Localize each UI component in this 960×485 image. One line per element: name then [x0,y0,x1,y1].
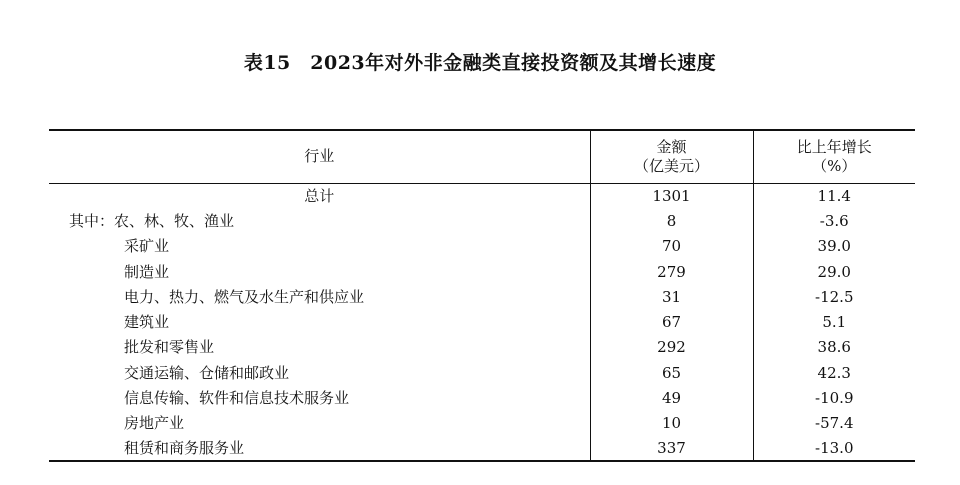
table-row [49,436,915,461]
header-industry [49,130,590,183]
row-label: 建筑业 [124,313,170,332]
header-growth-unit: （%） [812,156,857,175]
row-growth: 5.1 [753,309,915,334]
row-amount: 67 [590,309,753,334]
row-amount: 49 [590,385,753,410]
row-growth: 38.6 [753,335,915,360]
header-growth [753,130,915,183]
row-amount: 65 [590,360,753,385]
table-row [49,411,915,436]
row-amount: 292 [590,335,753,360]
table-title: 表15 2023年对外非金融类直接投资额及其增长速度 [243,52,717,74]
row-label: 其中：农、林、牧、渔业 [69,211,235,230]
header-amount-unit: （亿美元） [633,156,709,175]
row-growth: 29.0 [753,259,915,284]
table-row [49,234,915,259]
row-label: 采矿业 [124,237,170,256]
row-growth: -3.6 [753,208,915,233]
row-label: 交通运输、仓储和邮政业 [124,363,290,382]
table-row [49,335,915,360]
header-industry-label: 行业 [304,147,335,166]
row-amount: 70 [590,234,753,259]
row-growth: -10.9 [753,385,915,410]
row-label: 租赁和商务服务业 [124,439,245,458]
row-label: 房地产业 [124,414,185,433]
row-growth: 11.4 [753,183,915,208]
row-label: 信息传输、软件和信息技术服务业 [124,389,350,408]
table-row [49,309,915,334]
row-growth: 39.0 [753,234,915,259]
row-growth: -57.4 [753,411,915,436]
row-amount: 337 [590,436,753,461]
row-amount: 31 [590,284,753,309]
table-row-total [49,183,915,208]
header-amount [590,130,753,183]
row-growth: -13.0 [753,436,915,461]
row-label: 制造业 [124,262,170,281]
header-amount-line1: 金额 [656,137,687,156]
table-body [49,183,915,461]
table-row [49,259,915,284]
header-growth-line1: 比上年增长 [796,137,872,156]
table-header [49,130,915,183]
table-row [49,208,915,233]
row-amount: 279 [590,259,753,284]
table-row [49,360,915,385]
row-amount: 1301 [590,183,753,208]
table-row [49,284,915,309]
row-growth: 42.3 [753,360,915,385]
row-growth: -12.5 [753,284,915,309]
table-row [49,385,915,410]
row-label: 批发和零售业 [124,338,215,357]
investment-table [49,129,915,462]
row-label: 总计 [304,186,335,205]
row-amount: 8 [590,208,753,233]
row-label: 电力、热力、燃气及水生产和供应业 [124,287,365,306]
row-amount: 10 [590,411,753,436]
